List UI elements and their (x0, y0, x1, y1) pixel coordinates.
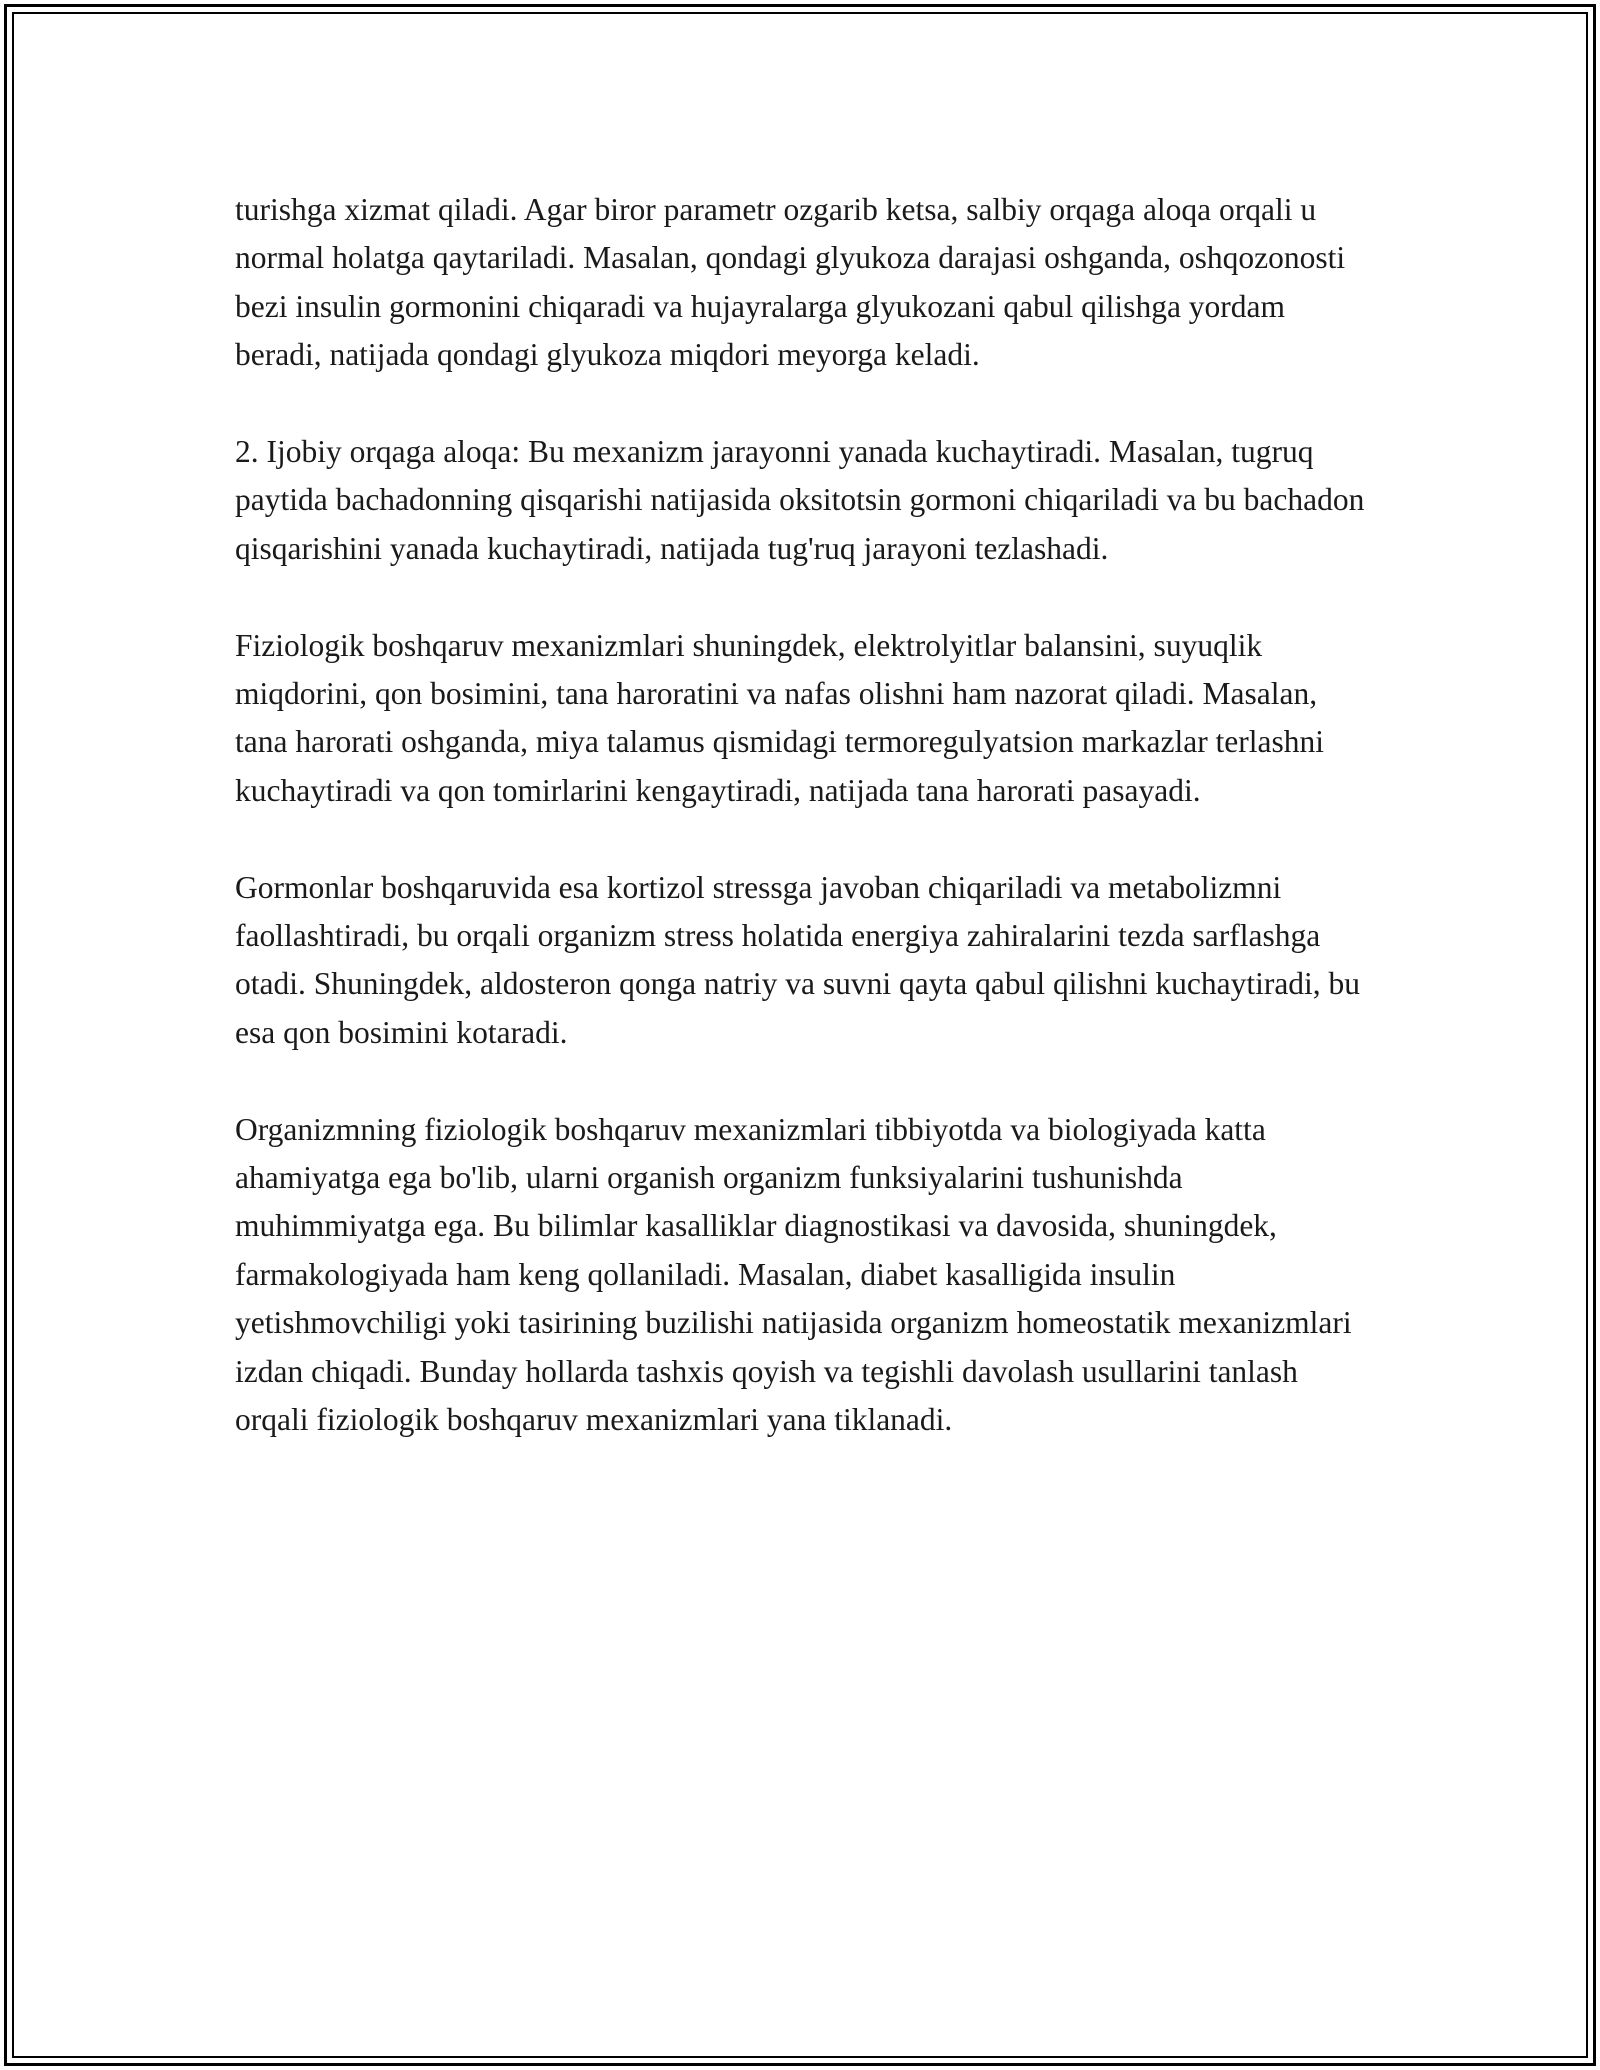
paragraph-feedback-positive: 2. Ijobiy orqaga aloqa: Bu mexanizm jarayonni yanada kuchaytiradi. Masalan, tugruq paytida bachadonning qisqarishi natijasida oksitotsin gormoni chiqariladi va bu bachadon qisqarishini yanada kuchaytiradi, natijada tug'ruq jarayoni tezlashadi. (235, 434, 1365, 566)
paragraph-physiological-control: Fiziologik boshqaruv mexanizmlari shuningdek, elektrolyitlar balansini, suyuqlik miqdorini, qon bosimini, tana haroratini va nafas olishni ham nazorat qiladi. Masalan, tana harorati oshganda, miya talamus qismidagi termoregulyatsion markazlar terlashni kuchaytiradi va qon tomirlarini kengaytiradi, natijada tana harorati pasayadi. (235, 627, 1325, 808)
paragraph-medical-significance: Organizmning fiziologik boshqaruv mexanizmlari tibbiyotda va biologiyada katta ahamiyatga ega bo'lib, ularni organish organizm funksiyalarini tushunishda muhimmiyatga ega. Bu bilimlar kasalliklar diagnostikasi va davosida, shuningdek, farmakologiyada ham keng qollaniladi. Masalan, diabet kasalligida insulin yetishmovchiligi yoki tasirining buzilishi natijasida organizm homeostatik mexanizmlari izdan chiqadi. Bunday hollarda tashxis qoyish va tegishli davolash usullarini tanlash orqali fiziologik boshqaruv mexanizmlari yana tiklanadi. (235, 1111, 1352, 1438)
document-body (235, 186, 1375, 1445)
paragraph-hormonal-control: Gormonlar boshqaruvida esa kortizol stressga javoban chiqariladi va metabolizmni faollashtiradi, bu orqali organizm stress holatida energiya zahiralarini tezda sarflashga otadi. Shuningdek, aldosteron qonga natriy va suvni qayta qabul qilishni kuchaytiradi, bu esa qon bosimini kotaradi. (235, 869, 1361, 1050)
paragraph-feedback-negative: turishga xizmat qiladi. Agar biror parametr ozgarib ketsa, salbiy orqaga aloqa orqali u normal holatga qaytariladi. Masalan, qondagi glyukoza darajasi oshganda, oshqozonosti bezi insulin gormonini chiqaradi va hujayralarga glyukozani qabul qilishga yordam beradi, natijada qondagi glyukoza miqdori meyorga keladi. (235, 192, 1346, 373)
